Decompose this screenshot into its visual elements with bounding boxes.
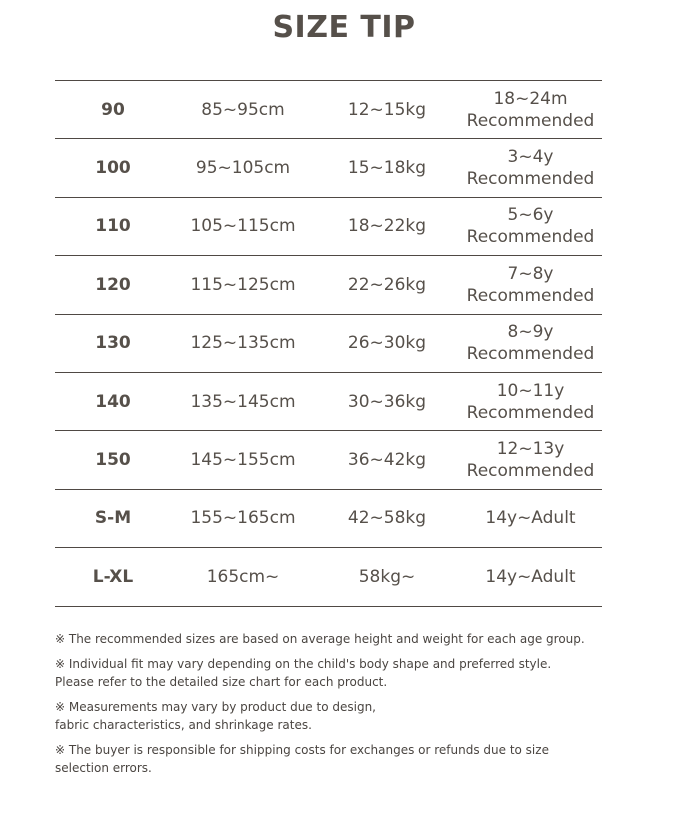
- note-line: ※ Measurements may vary by product due to design,: [55, 700, 376, 714]
- note-line: Please refer to the detailed size chart for each product.: [55, 675, 388, 689]
- weight-cell: 30~36kg: [347, 391, 427, 412]
- age-cell: [459, 204, 602, 248]
- table-row: [55, 198, 602, 256]
- size-cell: 120: [95, 274, 131, 295]
- note-item: [55, 655, 655, 691]
- size-table: [55, 80, 602, 607]
- age-range: 3~4y: [507, 147, 554, 168]
- note-line: ※ Individual fit may vary depending on the child's body shape and preferred style.: [55, 657, 552, 671]
- table-row: [55, 256, 602, 314]
- height-cell: 165cm~: [206, 566, 280, 587]
- table-row: [55, 315, 602, 373]
- age-cell: [459, 380, 602, 424]
- age-note: Recommended: [466, 461, 595, 482]
- size-cell: S-M: [94, 508, 132, 529]
- age-cell: [459, 146, 602, 190]
- age-cell: [459, 88, 602, 132]
- table-row: [55, 490, 602, 548]
- size-cell: 90: [101, 99, 125, 120]
- table-row: [55, 373, 602, 431]
- note-item: [55, 630, 655, 648]
- height-cell: 125~135cm: [190, 333, 296, 354]
- table-row: [55, 431, 602, 489]
- weight-cell: 26~30kg: [347, 333, 427, 354]
- height-cell: 95~105cm: [195, 158, 291, 179]
- weight-cell: 22~26kg: [347, 274, 427, 295]
- weight-cell: 58kg~: [358, 566, 416, 587]
- age-range: 10~11y: [496, 380, 565, 401]
- age-note: Recommended: [466, 402, 595, 423]
- weight-cell: 12~15kg: [347, 99, 427, 120]
- age-note: Recommended: [466, 110, 595, 131]
- age-cell: [459, 438, 602, 482]
- age-cell: [459, 321, 602, 365]
- table-row: [55, 548, 602, 606]
- size-cell: L-XL: [92, 566, 134, 587]
- age-cell: [459, 566, 602, 588]
- age-cell: [459, 507, 602, 529]
- weight-cell: 36~42kg: [347, 450, 427, 471]
- page-title: SIZE TIP: [272, 10, 416, 45]
- height-cell: 105~115cm: [190, 216, 296, 237]
- age-range: 14y~Adult: [485, 566, 576, 587]
- age-range: 7~8y: [507, 263, 554, 284]
- note-line: selection errors.: [55, 761, 152, 775]
- size-cell: 130: [95, 333, 131, 354]
- height-cell: 85~95cm: [201, 99, 285, 120]
- note-line: ※ The buyer is responsible for shipping costs for exchanges or refunds due to size: [55, 743, 549, 757]
- age-note: Recommended: [466, 344, 595, 365]
- note-line: fabric characteristics, and shrinkage rates.: [55, 718, 312, 732]
- table-row: [55, 81, 602, 139]
- note-item: [55, 698, 655, 734]
- age-range: 14y~Adult: [485, 508, 576, 529]
- weight-cell: 18~22kg: [347, 216, 427, 237]
- height-cell: 155~165cm: [190, 508, 296, 529]
- age-range: 5~6y: [507, 205, 554, 226]
- age-note: Recommended: [466, 169, 595, 190]
- note-line: ※ The recommended sizes are based on average height and weight for each age group.: [55, 632, 585, 646]
- table-row: [55, 139, 602, 197]
- note-item: [55, 741, 655, 777]
- age-range: 8~9y: [507, 322, 554, 343]
- weight-cell: 15~18kg: [347, 158, 427, 179]
- age-cell: [459, 263, 602, 307]
- weight-cell: 42~58kg: [347, 508, 427, 529]
- size-cell: 150: [95, 450, 131, 471]
- size-cell: 110: [95, 216, 131, 237]
- age-range: 18~24m: [493, 88, 568, 109]
- age-note: Recommended: [466, 285, 595, 306]
- age-range: 12~13y: [496, 439, 565, 460]
- size-cell: 140: [95, 391, 131, 412]
- age-note: Recommended: [466, 227, 595, 248]
- notes-section: [55, 630, 655, 784]
- size-cell: 100: [95, 158, 131, 179]
- height-cell: 115~125cm: [190, 274, 296, 295]
- height-cell: 145~155cm: [190, 450, 296, 471]
- height-cell: 135~145cm: [190, 391, 296, 412]
